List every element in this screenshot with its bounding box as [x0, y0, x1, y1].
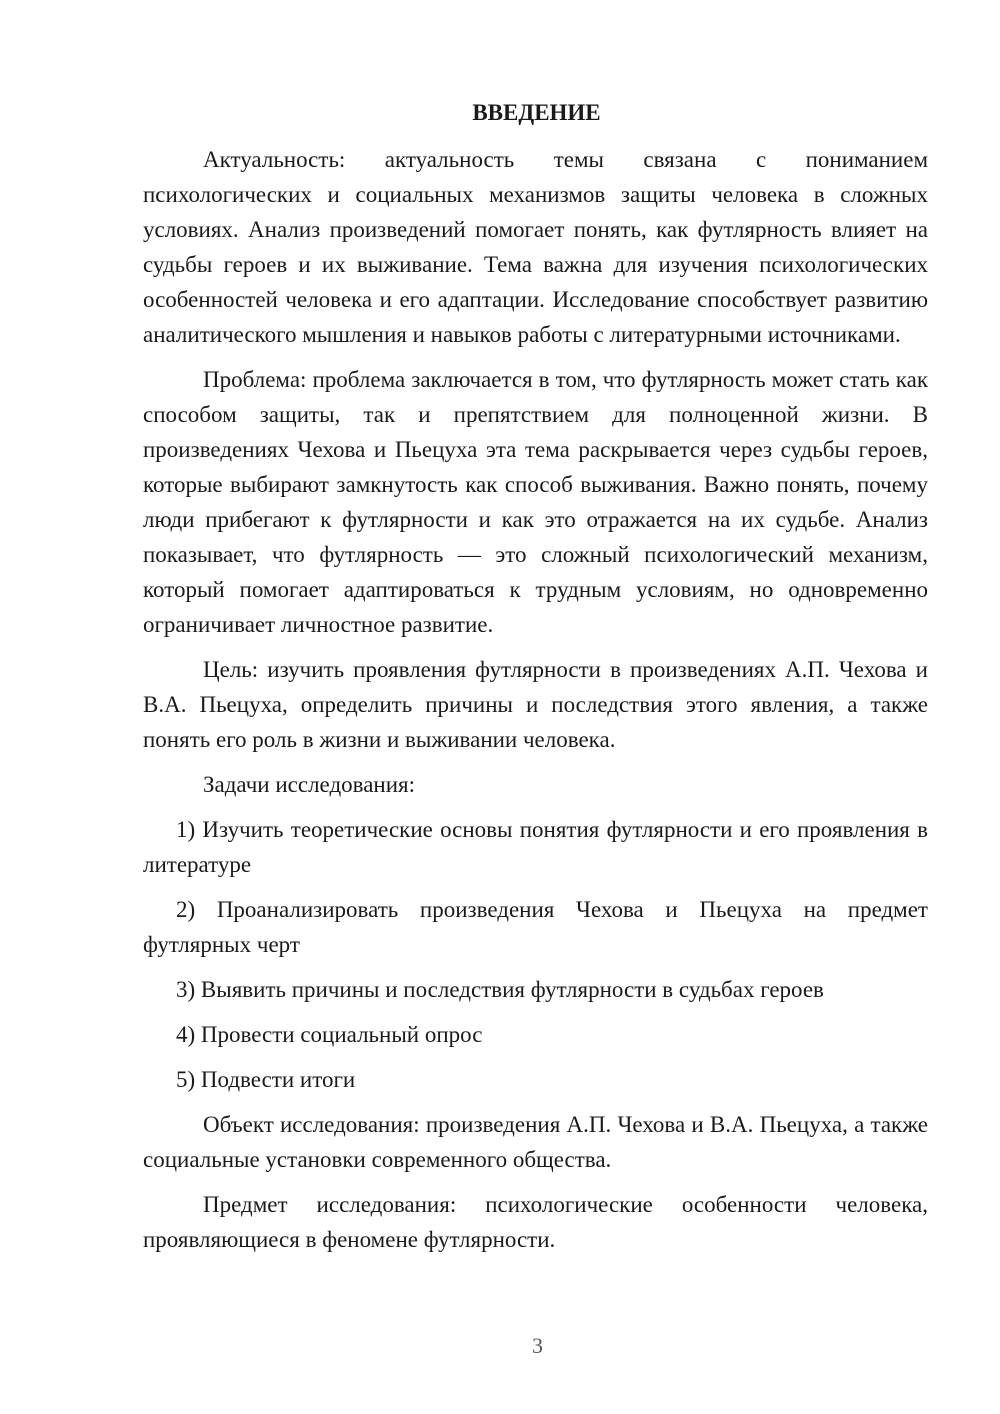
task-item-3: 3) Выявить причины и последствия футлярности в судьбах героев — [176, 977, 824, 1002]
task-item-1: 1) Изучить теоретические основы понятия футлярности и его проявления в литературе — [143, 817, 928, 877]
paragraph-problem: Проблема: проблема заключается в том, что футлярность может стать как способом защиты, так и препятствием для полноценной жизни. В произведениях Чехова и Пьецуха эта тема раскрывается через судьбы героев, которые выбирают замкнутость как способ выживания. Важно понять, почему люди прибегают к футлярности и как это отражается на их судьбе. Анализ показывает, что футлярность — это сложный психологический механизм, который помогает адаптироваться к трудным условиям, но одновременно ограничивает личностное развитие. — [143, 367, 928, 637]
task-item-5: 5) Подвести итоги — [176, 1067, 356, 1092]
paragraph-relevance: Актуальность: актуальность темы связана с пониманием психологических и социальных механизмов защиты человека в сложных условиях. Анализ произведений помогает понять, как футлярность влияет на судьбы героев и их выживание. Тема важна для изучения психологических особенностей человека и его адаптации. Исследование способствует развитию аналитического мышления и навыков работы с литературными источниками. — [143, 147, 928, 347]
page-number: 3 — [532, 1333, 543, 1358]
paragraph-tasks-heading: Задачи исследования: — [203, 772, 416, 797]
paragraph-object: Объект исследования: произведения А.П. Чехова и В.А. Пьецуха, а также социальные установки современного общества. — [143, 1112, 928, 1172]
task-item-2: 2) Проанализировать произведения Чехова и Пьецуха на предмет футлярных черт — [143, 897, 928, 957]
document-page — [143, 95, 928, 1267]
section-title: ВВЕДЕНИЕ — [472, 100, 601, 125]
task-item-4: 4) Провести социальный опрос — [176, 1022, 483, 1047]
paragraph-goal: Цель: изучить проявления футлярности в произведениях А.П. Чехова и В.А. Пьецуха, определить причины и последствия этого явления, а также понять его роль в жизни и выживании человека. — [143, 657, 928, 752]
paragraph-subject: Предмет исследования: психологические особенности человека, проявляющиеся в феномене футлярности. — [143, 1192, 928, 1252]
